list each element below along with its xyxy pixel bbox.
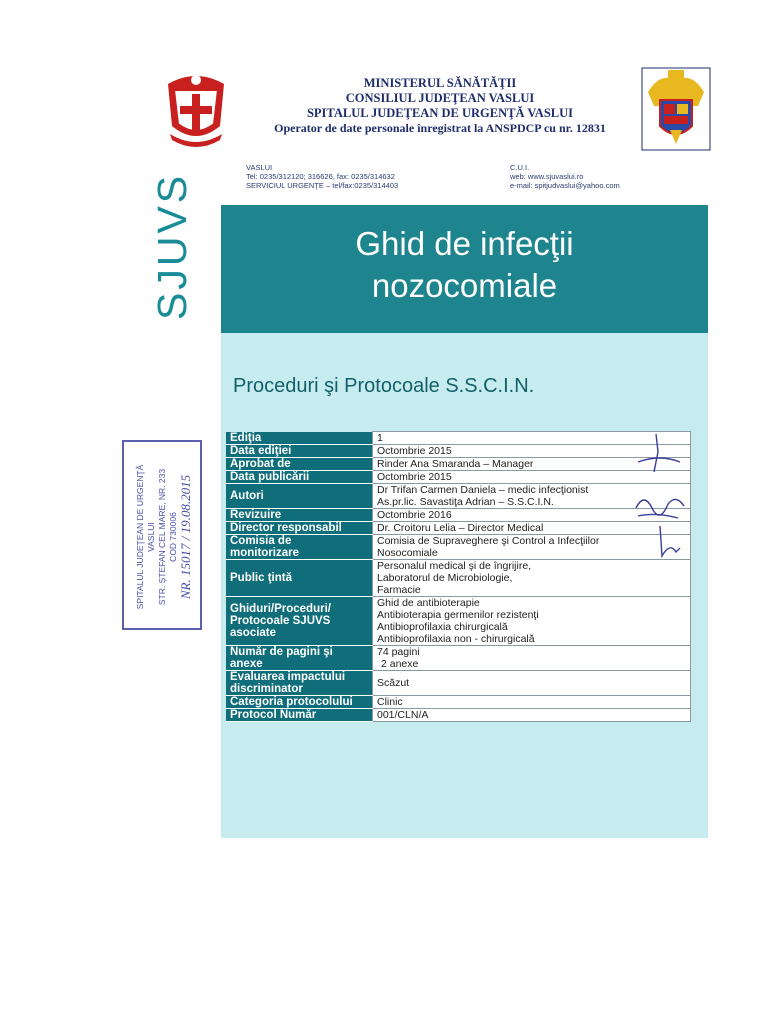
value-line: 2 anexe — [381, 658, 419, 670]
table-row — [226, 560, 691, 597]
contact-email: e-mail: spitjudvaslui@yahoo.com — [510, 181, 620, 190]
row-value: Clinic — [373, 696, 691, 709]
table-row — [226, 471, 691, 484]
row-value — [373, 535, 691, 560]
hospital-name: SPITALUL JUDEŢEAN DE URGENŢĂ VASLUI — [306, 106, 574, 120]
table-row — [226, 709, 691, 722]
label-line: Număr de pagini şi — [230, 646, 333, 658]
row-label: Aprobat de — [226, 458, 373, 471]
row-value — [373, 646, 691, 671]
row-value: 001/CLN/A — [373, 709, 691, 722]
table-row — [226, 535, 691, 560]
row-value: Octombrie 2016 — [373, 509, 691, 522]
row-label — [226, 671, 373, 696]
stamp-line: STR. ŞTEFAN CEL MARE, NR. 233 — [157, 468, 167, 606]
label-line: Ghiduri/Proceduri/ — [230, 603, 331, 615]
row-value: 1 — [373, 432, 691, 445]
table-row — [226, 432, 691, 445]
table-row — [226, 458, 691, 471]
value-line: Nosocomiale — [377, 547, 438, 559]
table-row — [226, 509, 691, 522]
signature-approver — [630, 432, 690, 482]
signature-director — [650, 522, 690, 562]
row-value: Octombrie 2015 — [373, 445, 691, 458]
protocol-info-table — [226, 431, 691, 722]
title-line-1: Ghid de infecţii — [355, 225, 574, 262]
value-line: Antibioprofilaxia non - chirurgicală — [377, 633, 535, 645]
label-line: Protocoale SJUVS — [230, 615, 331, 627]
contact-emergency: SERVICIUL URGENŢE – tel/fax:0235/314403 — [246, 181, 399, 190]
author-1: Dr Trifan Carmen Daniela – medic infecţionist — [377, 484, 589, 496]
table-row — [226, 597, 691, 646]
stamp-line: COD 730006 — [168, 512, 178, 562]
row-value — [373, 597, 691, 646]
table-row — [226, 696, 691, 709]
value-line: Laboratorul de Microbiologie, — [377, 572, 513, 584]
row-label: Autori — [226, 484, 373, 509]
registration-stamp — [122, 440, 202, 630]
ministry-name: MINISTERUL SĂNĂTĂŢII — [363, 76, 517, 90]
row-value: Octombrie 2015 — [373, 471, 691, 484]
stamp-number: NR. 15017 / 19.08.2015 — [178, 474, 193, 600]
contact-cui: C.U.I. — [510, 163, 530, 172]
stamp-line: SPITALUL JUDEŢEAN DE URGENŢĂ — [135, 464, 145, 610]
side-label-sjuvs: SJUVS — [149, 172, 195, 320]
row-label: Public ţintă — [226, 560, 373, 597]
author-2: As.pr.lic. Savastiţa Adrian – S.S.C.I.N. — [377, 496, 554, 508]
row-value: Dr. Croitoru Lelia – Director Medical — [373, 522, 691, 535]
title-panel — [221, 205, 708, 333]
contact-left — [246, 163, 398, 190]
stamp-text — [135, 447, 193, 627]
coat-of-arms-icon — [640, 66, 712, 152]
label-line: discriminator — [230, 683, 303, 695]
value-line: Personalul medical şi de îngrijire, — [377, 560, 532, 572]
contact-right — [510, 163, 620, 190]
row-label — [226, 646, 373, 671]
row-label: Categoria protocolului — [226, 696, 373, 709]
title-line-2: nozocomiale — [371, 267, 558, 304]
table-row — [226, 671, 691, 696]
row-label: Director responsabil — [226, 522, 373, 535]
row-value — [373, 560, 691, 597]
row-label — [226, 597, 373, 646]
contact-web: web: www.sjuvaslui.ro — [510, 172, 584, 181]
details-panel — [221, 333, 708, 838]
table-row — [226, 522, 691, 535]
label-line: monitorizare — [230, 547, 300, 559]
value-line: Ghid de antibioterapie — [377, 597, 480, 609]
row-label: Protocol Număr — [226, 709, 373, 722]
document-title — [221, 223, 708, 307]
table-row — [226, 484, 691, 509]
row-label — [226, 535, 373, 560]
row-label: Revizuire — [226, 509, 373, 522]
signature-authors — [632, 486, 692, 526]
county-council-name: CONSILIUL JUDEŢEAN VASLUI — [345, 91, 535, 105]
institution-header — [240, 76, 640, 136]
document-subtitle: Proceduri şi Protocoale S.S.C.I.N. — [233, 375, 535, 397]
value-line: Comisia de Supraveghere şi Control a Infecţiilor — [377, 535, 600, 547]
hospital-logo — [160, 66, 232, 148]
stamp-line: VASLUI — [146, 522, 156, 552]
row-label: Ediţia — [226, 432, 373, 445]
value-line: Antibioprofilaxia chirurgicală — [377, 621, 508, 633]
row-value: Rinder Ana Smaranda – Manager — [373, 458, 691, 471]
contact-city: VASLUI — [246, 163, 273, 172]
table-row — [226, 646, 691, 671]
label-line: asociate — [230, 627, 277, 639]
value-line: Antibioterapia germenilor rezistenţi — [377, 609, 539, 621]
contact-phone: Tel: 0235/312120; 316626, fax: 0235/314632 — [246, 172, 395, 181]
row-label: Data ediţiei — [226, 445, 373, 458]
table-row — [226, 445, 691, 458]
row-value: Scăzut — [373, 671, 691, 696]
label-line: Comisia de — [230, 535, 292, 547]
label-line: Evaluarea impactului — [230, 671, 346, 683]
label-line: anexe — [230, 658, 263, 670]
value-line: Farmacie — [377, 584, 421, 596]
row-label: Data publicării — [226, 471, 373, 484]
value-line: 74 pagini — [377, 646, 420, 658]
data-operator-line: Operator de date personale înregistrat la ANSPDCP cu nr. 12831 — [274, 121, 606, 135]
